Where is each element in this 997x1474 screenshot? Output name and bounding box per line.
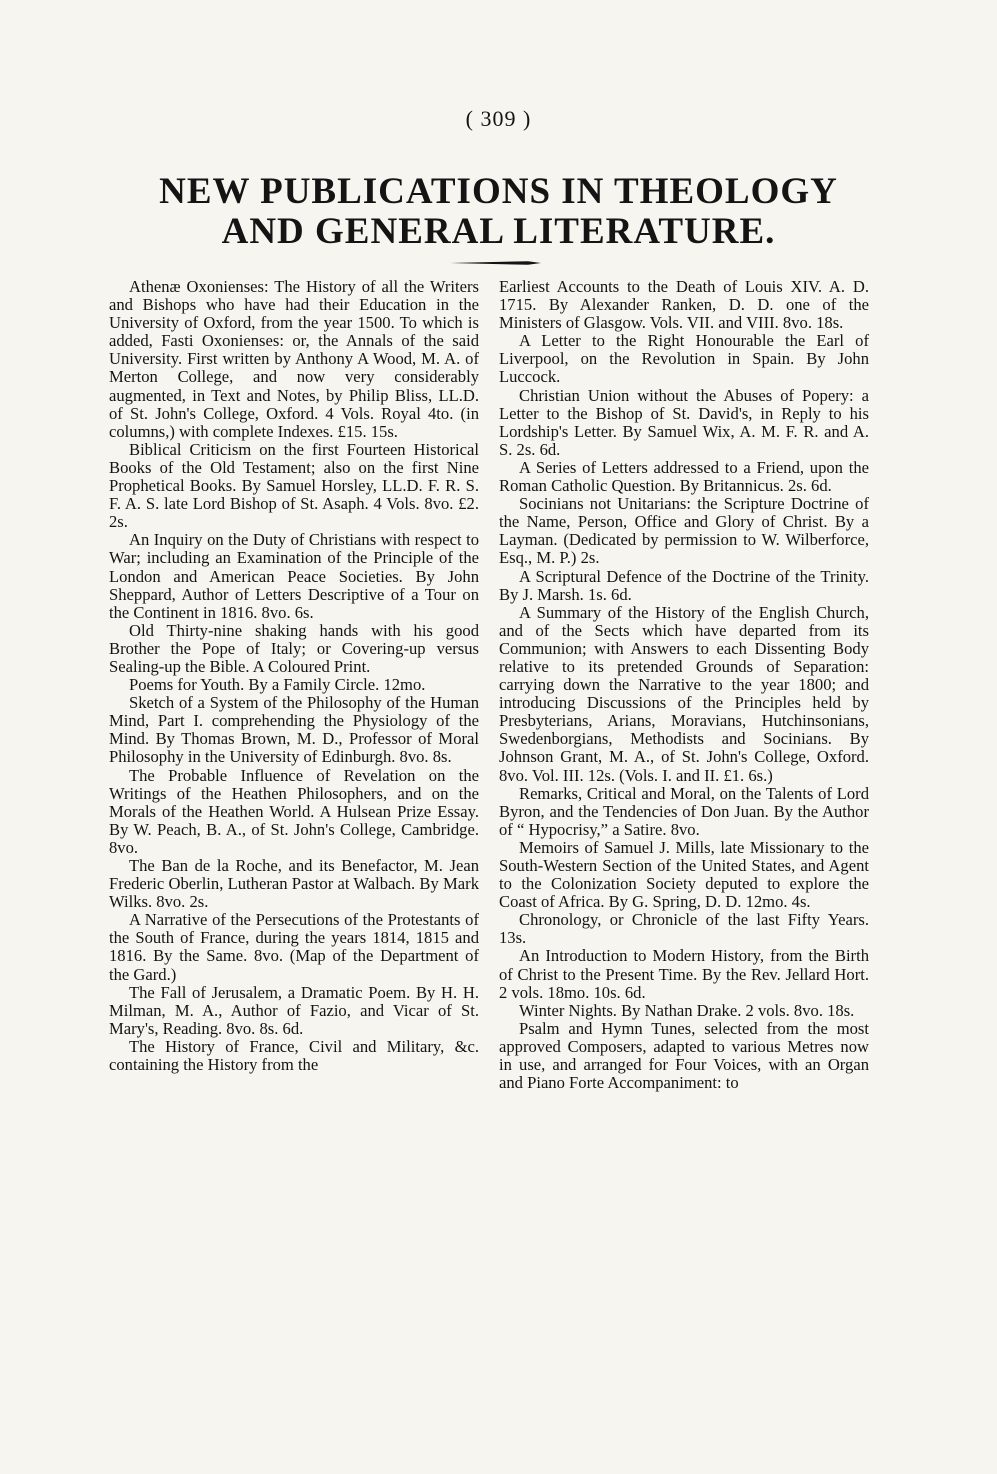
- list-item: Chronology, or Chronicle of the last Fifty Years. 13s.: [499, 910, 869, 948]
- list-item: A Summary of the History of the English Church, and of the Sects which have departed from its Communion; with Answers to each Dissenting Body relative to its pretended Grounds of Separation: carrying down the Narrative to the year 1800; and introducing Discussions of the Principles held by Presbyterians, Arians, Moravians, Hutchinsonians, Swedenborgians, Methodists and Socinians. By Johnson Grant, M. A., of St. John's College, Oxford. 8vo. Vol. III. 12s. (Vols. I. and II. £1. 6s.): [499, 602, 869, 785]
- page-number: ( 309 ): [465, 106, 532, 131]
- list-item: Sketch of a System of the Philosophy of the Human Mind, Part I. comprehending the Physiology of the Mind. By Thomas Brown, M. D., Professor of Moral Philosophy in the University of Edinburgh. 8vo. 8s.: [109, 693, 479, 767]
- list-item: Psalm and Hymn Tunes, selected from the most approved Composers, adapted to various Metres now in use, and arranged for Four Voices, with an Organ and Piano Forte Accompaniment: to: [499, 1018, 869, 1093]
- list-item: A Narrative of the Persecutions of the Protestants of the South of France, during the years 1814, 1815 and 1816. By the Same. 8vo. (Map of the Department of the Gard.): [109, 910, 479, 984]
- page-title: [0, 172, 997, 252]
- list-item: The Ban de la Roche, and its Benefactor, M. Jean Frederic Oberlin, Lutheran Pastor at Walbach. By Mark Wilks. 8vo. 2s.: [109, 856, 479, 912]
- list-item: The Fall of Jerusalem, a Dramatic Poem. By H. H. Milman, M. A., Author of Fazio, and Vicar of St. Mary's, Reading. 8vo. 8s. 6d.: [109, 982, 479, 1038]
- list-item: A Scriptural Defence of the Doctrine of the Trinity. By J. Marsh. 1s. 6d.: [499, 566, 869, 604]
- list-item-continued: Earliest Accounts to the Death of Louis XIV. A. D. 1715. By Alexander Ranken, D. D. one of the Ministers of Glasgow. Vols. VII. and VIII. 8vo. 18s.: [499, 277, 869, 333]
- list-item: An Inquiry on the Duty of Christians with respect to War; including an Examination of the Principle of the London and American Peace Societies. By John Sheppard, Author of Letters Descriptive of a Tour on the Continent in 1816. 8vo. 6s.: [109, 530, 479, 622]
- list-item: An Introduction to Modern History, from the Birth of Christ to the Present Time. By the Rev. Jellard Hort. 2 vols. 18mo. 10s. 6d.: [499, 946, 869, 1002]
- title-line-1: NEW PUBLICATIONS IN THEOLOGY: [159, 171, 838, 212]
- list-item: The History of France, Civil and Military, &c. containing the History from the: [109, 1036, 479, 1075]
- list-item: Christian Union without the Abuses of Popery: a Letter to the Bishop of St. David's, in Reply to his Lordship's Letter. By Samuel Wix, A. M. F. R. and A. S. 2s. 6d.: [499, 385, 869, 459]
- list-item: Athenæ Oxonienses: The History of all the Writers and Bishops who have had their Education in the University of Oxford, from the year 1500. To which is added, Fasti Oxonienses: or, the Annals of the said University. First written by Anthony A Wood, M. A. of Merton College, and now very considerably augmented, in Text and Notes, by Philip Bliss, LL.D. of St. John's College, Oxford. 4 Vols. Royal 4to. (in columns,) with complete Indexes. £15. 15s.: [109, 277, 479, 441]
- right-column: [499, 278, 869, 1092]
- left-column: [109, 278, 479, 1074]
- list-item: Poems for Youth. By a Family Circle. 12mo.: [129, 675, 426, 695]
- list-item: Socinians not Unitarians: the Scripture Doctrine of the Name, Person, Office and Glory of Christ. By a Layman. (Dedicated by permission to W. Wilberforce, Esq., M. P.) 2s.: [499, 494, 869, 568]
- list-item: A Letter to the Right Honourable the Earl of Liverpool, on the Revolution in Spain. By John Luccock.: [499, 331, 869, 387]
- list-item: Biblical Criticism on the first Fourteen Historical Books of the Old Testament; also on the first Nine Prophetical Books. By Samuel Horsley, LL.D. F. R. S. F. A. S. late Lord Bishop of St. Asaph. 4 Vols. 8vo. £2. 2s.: [109, 439, 479, 532]
- list-item: A Series of Letters addressed to a Friend, upon the Roman Catholic Question. By Britannicus. 2s. 6d.: [499, 457, 869, 496]
- list-item: Old Thirty-nine shaking hands with his good Brother the Pope of Italy; or Covering-up versus Sealing-up the Bible. A Coloured Print.: [109, 620, 479, 676]
- list-item: Remarks, Critical and Moral, on the Talents of Lord Byron, and the Tendencies of Don Juan. By the Author of “ Hypocrisy,” a Satire. 8vo.: [499, 783, 869, 839]
- list-item: Winter Nights. By Nathan Drake. 2 vols. 8vo. 18s.: [519, 1000, 855, 1020]
- list-item: The Probable Influence of Revelation on the Writings of the Heathen Philosophers, and on the Morals of the Heathen World. A Hulsean Prize Essay. By W. Peach, B. A., of St. John's College, Cambridge. 8vo.: [109, 765, 479, 857]
- title-line-2: AND GENERAL LITERATURE.: [221, 211, 776, 252]
- list-item: Memoirs of Samuel J. Mills, late Missionary to the South-Western Section of the United States, and Agent to the Colonization Society deputed to explore the Coast of Africa. By G. Spring, D. D. 12mo. 4s.: [499, 837, 869, 912]
- ornamental-rule: [448, 258, 543, 268]
